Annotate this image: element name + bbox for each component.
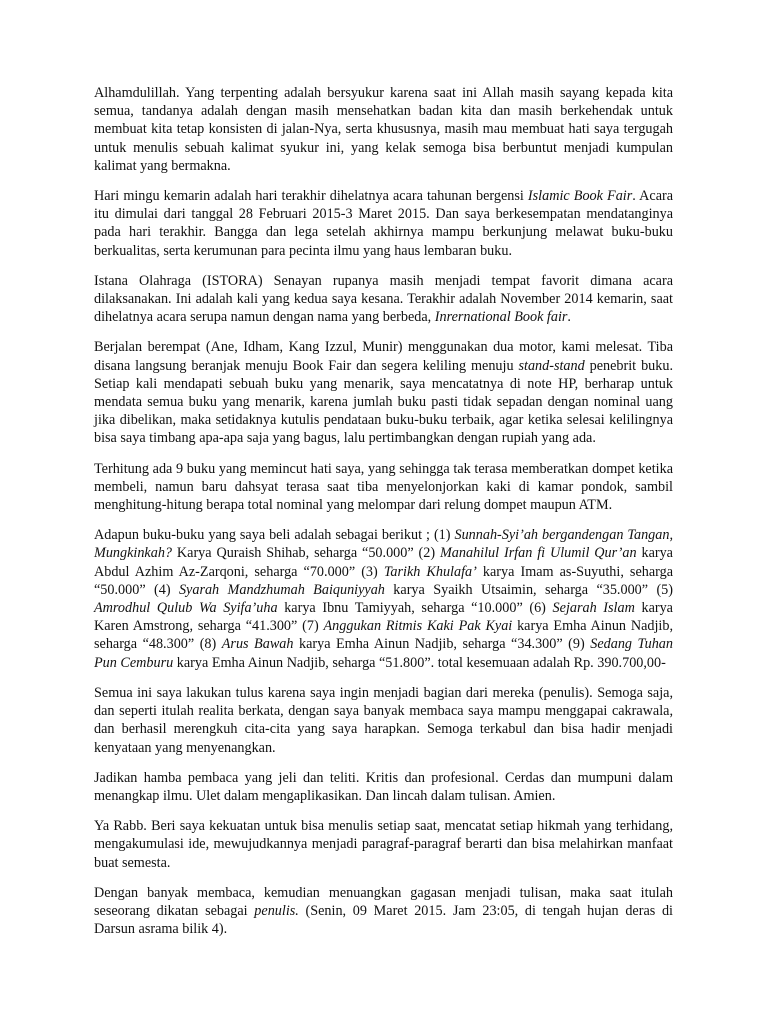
text-run: Berjalan berempat (Ane, Idham, Kang Izzul, Munir) menggunakan dua motor, kami melesat. Tiba disana langsung beranjak menuju Book Fair dan segera keliling menuju bbox=[94, 339, 673, 374]
text-run: (Senin, 09 Maret 2015. Jam 23:05, di tengah hujan deras di Darsun asrama bilik 4). bbox=[94, 902, 673, 938]
paragraph bbox=[94, 84, 673, 175]
paragraph bbox=[94, 526, 673, 672]
paragraph bbox=[94, 187, 673, 260]
paragraph bbox=[94, 272, 673, 327]
text-run: Terhitung ada 9 buku yang memincut hati saya, yang sehingga tak terasa memberatkan dompet ketika membeli, namun baru dahsyat terasa saat tiba menyelonjorkan kaki di kamar pondok, sambil menghitung-hitung berapa total nominal yang melompar dari relung dompet maupun ATM. bbox=[94, 460, 673, 514]
text-run: penebrit buku. Setiap kali mendapati sebuah buku yang menarik, saya mencatatnya di note HP, berharap untuk mendata semua buku yang menarik, karena jumlah buku pasti tidak sepadan dengan nominal uang jika dibelikan, maka setidaknya kutulis pendataan buku-buku terbaik, agar ketika selesai kelilingnya bisa saya timbang apa-apa saja yang bagus, lalu pertimbangkan dengan rupiah yang ada. bbox=[94, 357, 673, 447]
paragraph bbox=[94, 684, 673, 757]
italic-text-run: Syarah Mandzhumah Baiquniyyah bbox=[178, 581, 385, 598]
italic-text-run: Manahilul Irfan fi Ulumil Qur’an bbox=[439, 545, 637, 562]
italic-text-run: stand-stand bbox=[518, 357, 585, 374]
text-run: Jadikan hamba pembaca yang jeli dan teliti. Kritis dan profesional. Cerdas dan mumpuni dalam menangkap ilmu. Ulet dalam mengaplikasikan. Dan lincah dalam tulisan. Amien. bbox=[94, 769, 673, 804]
text-run: karya Emha Ainun Nadjib, seharga “51.800”. total kesemuaan adalah Rp. 390.700,00- bbox=[173, 654, 666, 671]
text-run: karya Emha Ainun Nadjib, seharga “34.300” (9) bbox=[293, 636, 591, 653]
text-run: Alhamdulillah. Yang terpenting adalah bersyukur karena saat ini Allah masih sayang kepada kita semua, tandanya adalah dengan masih mensehatkan badan kita dan masih berkehendak untuk membuat kita tetap konsisten di jalan-Nya, serta khususnya, masih mau membuat hati saya tergugah untuk menulis sebuah kalimat syukur ini, yang kelak semoga bisa berbuntut menjadi kumpulan kalimat yang bermakna. bbox=[94, 85, 673, 174]
paragraph bbox=[94, 460, 673, 515]
text-run: karya Imam as-Suyuthi, seharga “50.000” (4) bbox=[94, 563, 673, 598]
text-run: Adapun buku-buku yang saya beli adalah sebagai berikut ; (1) bbox=[94, 527, 455, 544]
italic-text-run: Anggukan Ritmis Kaki Pak Kyai bbox=[323, 618, 513, 635]
text-run: Hari mingu kemarin adalah hari terakhir dihelatnya acara tahunan bergensi bbox=[94, 188, 528, 205]
text-run: Istana Olahraga (ISTORA) Senayan rupanya masih menjadi tempat favorit dimana acara dilaksanakan. Ini adalah kali yang kedua saya kesana. Terakhir adalah November 2014 kemarin, saat dihelatnya acara serupa namun dengan nama yang berbeda, bbox=[94, 272, 673, 326]
italic-text-run: Tarikh Khulafa’ bbox=[383, 563, 477, 580]
italic-text-run: Inrernational Book fair bbox=[434, 309, 568, 326]
text-run: karya Emha Ainun Nadjib, seharga “48.300” (8) bbox=[94, 618, 673, 653]
italic-text-run: Sejarah Islam bbox=[552, 600, 635, 617]
text-run: karya Abdul Azhim Az-Zarqoni, seharga “70.000” (3) bbox=[94, 545, 673, 580]
text-run: . bbox=[567, 309, 571, 326]
text-run: . Acara itu dimulai dari tanggal 28 Februari 2015-3 Maret 2015. Dan saya berkesempatan mendatanginya pada hari terakhir. Bangga dan lega setelah akhirnya mampu berkunjung melawat buku-buku berkualitas, serta kerumunan para pecinta ilmu yang haus lembaran buku. bbox=[94, 188, 674, 259]
paragraph bbox=[94, 884, 673, 939]
text-run: karya Syaikh Utsaimin, seharga “35.000” (5) bbox=[384, 581, 673, 598]
text-run: Ya Rabb. Beri saya kekuatan untuk bisa menulis setiap saat, mencatat setiap hikmah yang terhidang, mengakumulasi ide, mewujudkannya menjadi paragraf-paragraf berarti dan bisa melahirkan manfaat buat semesta. bbox=[94, 818, 673, 871]
text-run: karya Karen Amstrong, seharga “41.300” (7) bbox=[94, 600, 673, 635]
paragraph bbox=[94, 769, 673, 805]
italic-text-run: penulis. bbox=[254, 902, 299, 919]
italic-text-run: Islamic Book Fair bbox=[527, 188, 633, 205]
italic-text-run: Arus Bawah bbox=[221, 636, 294, 653]
text-run: Karya Quraish Shihab, seharga “50.000” (2) bbox=[172, 545, 440, 562]
text-run: Semua ini saya lakukan tulus karena saya ingin menjadi bagian dari mereka (penulis). Semoga saja, dan seperti itulah realita berkata, dengan saya banyak membaca saya mampu menggapai cakrawala, dan berhasil merengkuh cita-cita yang saya harapkan. Semoga terkabul dan bisa hadir menjadi kenyataan yang menyenangkan. bbox=[94, 684, 673, 756]
document-body bbox=[94, 84, 673, 950]
italic-text-run: Amrodhul Qulub Wa Syifa’uha bbox=[94, 600, 278, 617]
paragraph bbox=[94, 338, 673, 447]
text-run: karya Ibnu Tamiyyah, seharga “10.000” (6) bbox=[277, 600, 553, 617]
paragraph bbox=[94, 817, 673, 872]
text-run: Dengan banyak membaca, kemudian menuangkan gagasan menjadi tulisan, maka saat itulah seseorang dikatan sebagai bbox=[94, 884, 673, 919]
italic-text-run: Sunnah-Syi’ah bergandengan Tangan, Mungkinkah? bbox=[94, 527, 673, 562]
italic-text-run: Sedang Tuhan Pun Cemburu bbox=[94, 636, 673, 671]
